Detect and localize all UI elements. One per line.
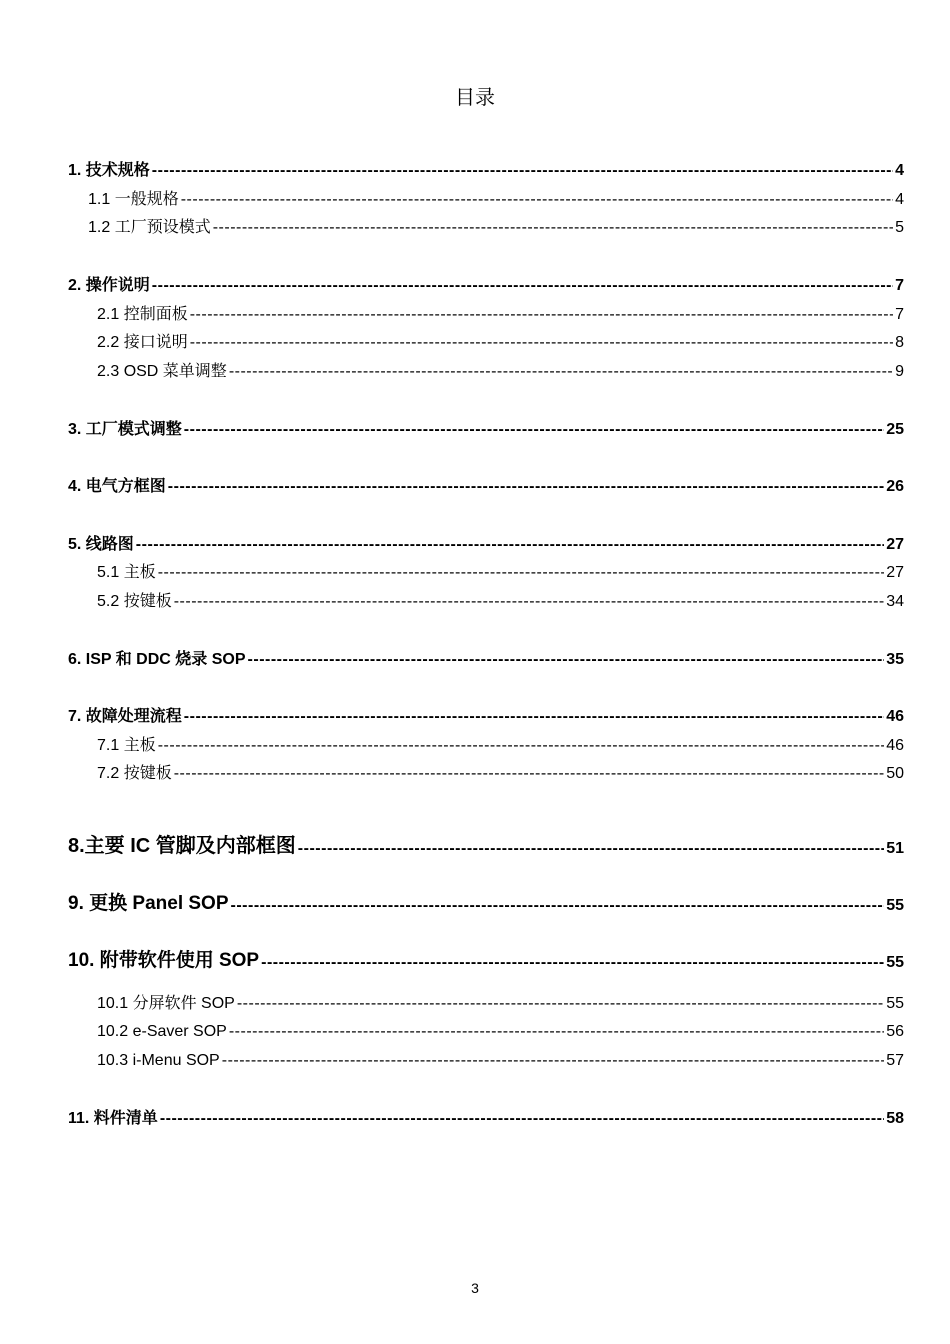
- toc-leader: [136, 536, 884, 554]
- toc-entry-label: 9. 更换 Panel SOP: [68, 893, 229, 914]
- toc-entry-page: 9: [895, 363, 904, 380]
- toc-entry-page: 27: [886, 564, 904, 581]
- toc-leader: [237, 995, 884, 1013]
- toc-entry-page: 27: [886, 536, 904, 553]
- toc-entry-page: 55: [886, 897, 904, 914]
- toc-leader: [248, 651, 885, 669]
- toc-entry-2-3[interactable]: [97, 359, 904, 381]
- toc-entry-label: 7.2 按键板: [97, 765, 172, 782]
- toc-leader: [190, 306, 893, 324]
- toc-title: 目录: [455, 85, 495, 109]
- toc-entry-2[interactable]: [68, 273, 904, 295]
- toc-entry-page: 26: [886, 478, 904, 495]
- toc-leader: [261, 954, 884, 972]
- toc-leader: [152, 162, 893, 180]
- toc-entry-page: 4: [895, 191, 904, 208]
- toc-leader: [231, 897, 885, 915]
- toc-entry-label: 10.2 e-Saver SOP: [97, 1023, 227, 1040]
- toc-entry-label: 5.1 主板: [97, 564, 156, 581]
- toc-entry-label: 8.主要 IC 管脚及内部框图: [68, 835, 296, 857]
- toc-entry-page: 4: [895, 162, 904, 179]
- toc-leader: [174, 765, 885, 783]
- toc-entry-7-1[interactable]: [97, 733, 904, 755]
- toc-entry-page: 56: [886, 1023, 904, 1040]
- toc-entry-8[interactable]: [68, 832, 904, 858]
- toc-entry-1-2[interactable]: [88, 215, 904, 237]
- toc-entry-11[interactable]: [68, 1106, 904, 1128]
- toc-entry-label: 7. 故障处理流程: [68, 708, 182, 725]
- toc-entry-page: 7: [895, 306, 904, 323]
- toc-entry-label: 10.1 分屏软件 SOP: [97, 995, 235, 1012]
- toc-entry-label: 1.2 工厂预设模式: [88, 219, 211, 236]
- toc-entry-5[interactable]: [68, 532, 904, 554]
- toc-entry-page: 50: [886, 765, 904, 782]
- toc-entry-page: 25: [886, 421, 904, 438]
- toc-entry-label: 1. 技术规格: [68, 162, 150, 179]
- toc-entry-label: 10. 附带软件使用 SOP: [68, 950, 260, 971]
- toc-entry-label: 11. 料件清单: [68, 1110, 158, 1127]
- toc-entry-label: 2.2 接口说明: [97, 334, 188, 351]
- toc-leader: [158, 564, 885, 582]
- toc-entry-page: 5: [895, 219, 904, 236]
- toc-entry-label: 7.1 主板: [97, 737, 156, 754]
- toc-entry-label: 2.1 控制面板: [97, 306, 188, 323]
- toc-entry-10[interactable]: [68, 946, 904, 972]
- toc-entry-3[interactable]: [68, 417, 904, 439]
- toc-entry-10-2[interactable]: [97, 1019, 904, 1041]
- toc-leader: [184, 708, 884, 726]
- toc-leader: [158, 737, 885, 755]
- toc-leader: [229, 1023, 884, 1041]
- toc-leader: [160, 1110, 884, 1128]
- toc-entry-page: 7: [895, 277, 904, 294]
- toc-entry-page: 57: [886, 1052, 904, 1069]
- toc-entry-label: 4. 电气方框图: [68, 478, 166, 495]
- toc-entry-page: 35: [886, 651, 904, 668]
- toc-leader: [213, 219, 893, 237]
- toc-leader: [222, 1052, 884, 1070]
- toc-entry-label: 6. ISP 和 DDC 烧录 SOP: [68, 651, 246, 668]
- toc-entry-page: 55: [886, 954, 904, 971]
- toc-entry-page: 34: [886, 593, 904, 610]
- toc-entry-2-1[interactable]: [97, 302, 904, 324]
- toc-entry-page: 51: [886, 840, 904, 857]
- toc-leader: [184, 421, 884, 439]
- toc-entry-label: 2. 操作说明: [68, 277, 150, 294]
- toc-entry-10-1[interactable]: [97, 991, 904, 1013]
- toc-entry-label: 2.3 OSD 菜单调整: [97, 363, 227, 380]
- toc-entry-label: 1.1 一般规格: [88, 191, 179, 208]
- toc-entry-9[interactable]: [68, 889, 904, 915]
- toc-entry-5-1[interactable]: [97, 560, 904, 582]
- toc-entry-5-2[interactable]: [97, 589, 904, 611]
- toc-entry-label: 5.2 按键板: [97, 593, 172, 610]
- toc-entry-6[interactable]: [68, 647, 904, 669]
- toc-leader: [174, 593, 885, 611]
- toc-leader: [181, 191, 893, 209]
- toc-entry-page: 46: [886, 737, 904, 754]
- toc-entry-1-1[interactable]: [88, 187, 904, 209]
- toc-entry-page: 55: [886, 995, 904, 1012]
- toc-leader: [152, 277, 893, 295]
- toc-leader: [168, 478, 884, 496]
- toc-entry-page: 58: [886, 1110, 904, 1127]
- toc-entry-page: 8: [895, 334, 904, 351]
- toc-leader: [190, 334, 893, 352]
- toc-entry-label: 3. 工厂模式调整: [68, 421, 182, 438]
- toc-entry-label: 10.3 i-Menu SOP: [97, 1052, 220, 1069]
- toc-leader: [298, 840, 884, 858]
- toc-leader: [229, 363, 893, 381]
- toc-entry-page: 46: [886, 708, 904, 725]
- toc-entry-7-2[interactable]: [97, 761, 904, 783]
- toc-entry-10-3[interactable]: [97, 1048, 904, 1070]
- page-number: 3: [471, 1280, 479, 1296]
- toc-entry-4[interactable]: [68, 474, 904, 496]
- toc-entry-2-2[interactable]: [97, 330, 904, 352]
- toc-entry-7[interactable]: [68, 704, 904, 726]
- toc-entry-1[interactable]: [68, 158, 904, 180]
- toc-entry-label: 5. 线路图: [68, 536, 134, 553]
